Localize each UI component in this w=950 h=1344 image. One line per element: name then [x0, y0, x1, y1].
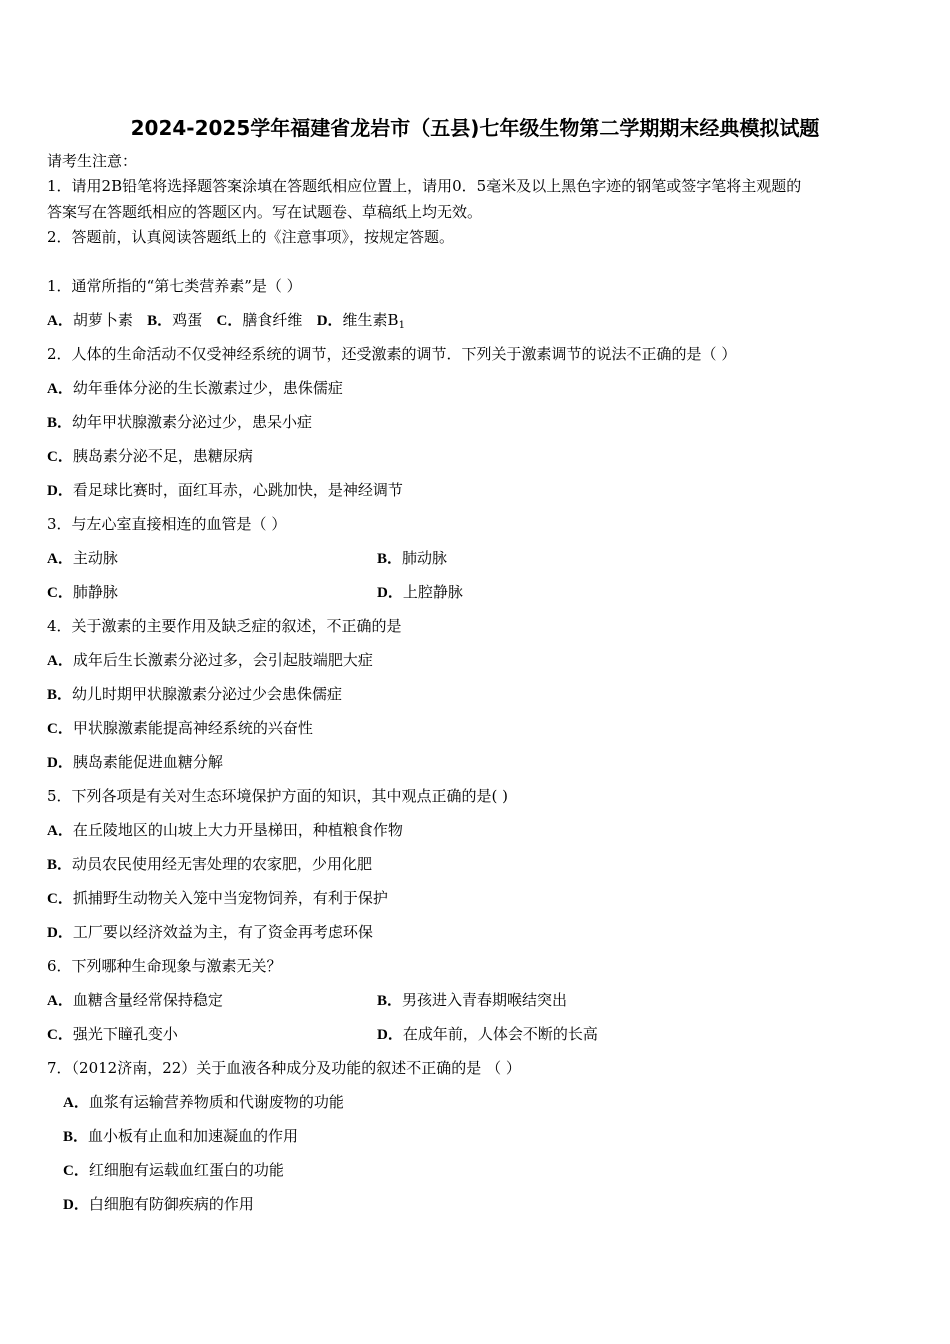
- option-label: B．: [47, 415, 73, 431]
- question-3-option-c: [47, 583, 118, 602]
- option-label: D．: [47, 925, 73, 941]
- question-4-option-c: [47, 719, 313, 738]
- notice-line-2: 答案写在答题纸相应的答题区内。写在试题卷、草稿纸上均无效。: [47, 203, 483, 221]
- page-title: 2024-2025学年福建省龙岩市（五县)七年级生物第二学期期末经典模拟试题: [130, 116, 820, 140]
- option-text: 胰岛素分泌不足，患糖尿病: [72, 447, 253, 465]
- question-7-option-d: [63, 1195, 254, 1214]
- option-label: A．: [47, 381, 73, 397]
- question-5-option-d: [47, 923, 373, 942]
- question-2-option-d: [47, 481, 403, 500]
- option-label: D．: [377, 585, 403, 601]
- option-text: 在成年前，人体会不断的长高: [402, 1025, 598, 1043]
- question-4-option-d: [47, 753, 223, 772]
- option-text: 胡萝卜素: [72, 311, 133, 329]
- question-7-option-c: [63, 1161, 284, 1180]
- option-text: 膳食纤维: [242, 311, 303, 329]
- option-label: A．: [63, 1095, 89, 1111]
- option-label: C．: [47, 891, 73, 907]
- question-7-option-a: [63, 1093, 344, 1112]
- option-label: C．: [63, 1163, 89, 1179]
- option-label: B．: [147, 313, 173, 329]
- option-text: 血小板有止血和加速凝血的作用: [88, 1127, 299, 1145]
- option-label: C．: [47, 1027, 73, 1043]
- option-text: 幼年垂体分泌的生长激素过少，患侏儒症: [72, 379, 343, 397]
- option-text: 上腔静脉: [402, 583, 463, 601]
- question-2-option-b: [47, 413, 312, 432]
- option-label: B．: [377, 551, 403, 567]
- option-label: D．: [377, 1027, 403, 1043]
- option-label: D．: [63, 1197, 89, 1213]
- option-text: 主动脉: [72, 549, 118, 567]
- question-6-option-c: [47, 1025, 178, 1044]
- option-text: 工厂要以经济效益为主，有了资金再考虑环保: [72, 923, 373, 941]
- question-6-option-b: [377, 991, 567, 1010]
- option-label: D．: [47, 755, 73, 771]
- question-3-option-d: [377, 583, 463, 602]
- option-text: 白细胞有防御疾病的作用: [88, 1195, 254, 1213]
- option-text: 男孩进入青春期喉结突出: [402, 991, 568, 1009]
- question-3-option-a: [47, 549, 118, 568]
- option-text: 甲状腺激素能提高神经系统的兴奋性: [72, 719, 313, 737]
- subscript: 1: [398, 320, 405, 331]
- option-label: A．: [47, 993, 73, 1009]
- option-text: 维生素B: [342, 311, 399, 329]
- option-label: A．: [47, 653, 73, 669]
- option-label: A．: [47, 551, 73, 567]
- option-text: 肺静脉: [72, 583, 118, 601]
- question-3-stem: 3．与左心室直接相连的血管是（ ）: [47, 515, 287, 533]
- question-4-option-b: [47, 685, 342, 704]
- option-label: B．: [63, 1129, 89, 1145]
- question-6-option-a: [47, 991, 223, 1010]
- question-2-option-c: [47, 447, 253, 466]
- option-label: B．: [47, 687, 73, 703]
- option-text: 动员农民使用经无害处理的农家肥，少用化肥: [72, 855, 373, 873]
- question-5-option-c: [47, 889, 388, 908]
- question-7-option-b: [63, 1127, 298, 1146]
- option-text: 胰岛素能促进血糖分解: [72, 753, 223, 771]
- option-label: B．: [47, 857, 73, 873]
- option-text: 在丘陵地区的山坡上大力开垦梯田，种植粮食作物: [72, 821, 403, 839]
- question-1-options: [47, 311, 405, 335]
- question-5-option-a: [47, 821, 403, 840]
- option-label: C．: [47, 721, 73, 737]
- notice-heading: 请考生注意：: [47, 152, 138, 170]
- option-label: A．: [47, 823, 73, 839]
- question-6-option-d: [377, 1025, 598, 1044]
- question-4-stem: 4．关于激素的主要作用及缺乏症的叙述，不正确的是: [47, 617, 402, 635]
- notice-line-3: 2．答题前，认真阅读答题纸上的《注意事项》，按规定答题。: [47, 228, 455, 246]
- option-text: 成年后生长激素分泌过多，会引起肢端肥大症: [72, 651, 373, 669]
- option-label: D．: [47, 483, 73, 499]
- option-text: 血糖含量经常保持稳定: [72, 991, 223, 1009]
- question-7-stem: 7．（2012济南，22）关于血液各种成分及功能的叙述不正确的是 （ ）: [47, 1059, 521, 1077]
- option-text: 鸡蛋: [172, 311, 203, 329]
- option-label: A．: [47, 313, 73, 329]
- option-label: C．: [47, 585, 73, 601]
- option-label: C．: [216, 313, 243, 329]
- option-text: 强光下瞳孔变小: [72, 1025, 178, 1043]
- question-2-stem: 2．人体的生命活动不仅受神经系统的调节，还受激素的调节．下列关于激素调节的说法不正确的是（ ）: [47, 345, 737, 363]
- question-6-stem: 6．下列哪种生命现象与激素无关？: [47, 957, 282, 975]
- notice-line-1: 1．请用2B铅笔将选择题答案涂填在答题纸相应位置上，请用0．5毫米及以上黑色字迹的钢笔或签字笔将主观题的: [47, 177, 802, 195]
- question-2-option-a: [47, 379, 343, 398]
- option-text: 看足球比赛时，面红耳赤，心跳加快，是神经调节: [72, 481, 403, 499]
- question-5-option-b: [47, 855, 372, 874]
- option-label: D．: [316, 313, 343, 329]
- option-text: 幼年甲状腺激素分泌过少，患呆小症: [72, 413, 313, 431]
- option-text: 肺动脉: [402, 549, 448, 567]
- question-3-option-b: [377, 549, 447, 568]
- option-label: B．: [377, 993, 403, 1009]
- option-text: 抓捕野生动物关入笼中当宠物饲养，有利于保护: [72, 889, 388, 907]
- question-4-option-a: [47, 651, 373, 670]
- option-text: 血浆有运输营养物质和代谢废物的功能: [88, 1093, 344, 1111]
- option-text: 幼儿时期甲状腺激素分泌过少会患侏儒症: [72, 685, 343, 703]
- option-label: C．: [47, 449, 73, 465]
- question-1-stem: 1．通常所指的“第七类营养素”是（ ）: [47, 277, 302, 295]
- option-text: 红细胞有运载血红蛋白的功能: [88, 1161, 284, 1179]
- question-5-stem: 5．下列各项是有关对生态环境保护方面的知识，其中观点正确的是( ): [47, 787, 509, 805]
